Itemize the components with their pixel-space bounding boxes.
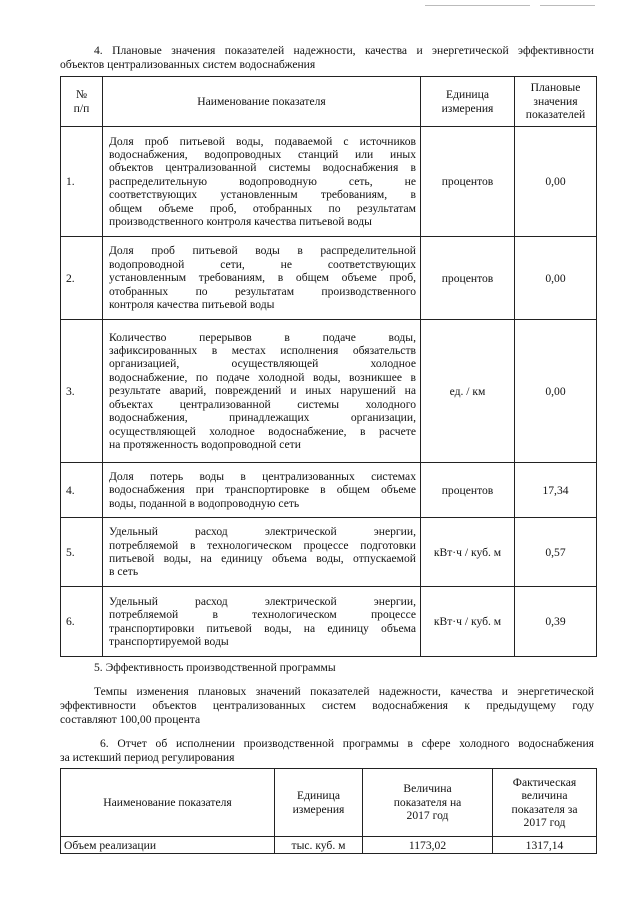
- indicator-description: [103, 463, 421, 518]
- description-line: водоснабжения, принадлежащих организации,: [109, 411, 416, 425]
- description-line: установленным требованиям, в общем объеме проб,: [109, 271, 416, 285]
- description-line: зафиксированных в местах исполнения обязательств: [109, 344, 416, 358]
- header-unit: Единица измерения: [421, 77, 515, 127]
- report-row-fact: 1317,14: [493, 837, 597, 854]
- description-line: водопроводной сети, не соответствующих: [109, 257, 416, 271]
- description-line: Удельный расход электрической энергии,: [109, 594, 416, 608]
- description-line: контроля качества питьевой воды: [109, 298, 275, 312]
- row-number: 3.: [61, 320, 103, 463]
- description-line: объектов централизованной системы водоснабжения в: [109, 161, 416, 175]
- scan-artifact-line: [425, 5, 530, 6]
- description-line: транспортируемой воды: [109, 634, 229, 648]
- indicator-unit: процентов: [421, 237, 515, 320]
- description-line: транспортировки питьевой воды, на единицу объема: [109, 621, 416, 635]
- report-row-name: Объем реализации: [61, 837, 275, 854]
- indicator-description: [103, 127, 421, 237]
- description-line: Доля проб питьевой воды в распределительной: [109, 244, 416, 258]
- indicator-row: [61, 518, 597, 587]
- indicator-unit: кВт·ч / куб. м: [421, 587, 515, 657]
- indicator-value: 0,00: [515, 127, 597, 237]
- report-table-header: [61, 769, 597, 837]
- description-line: объектах централизованной системы холодного: [109, 397, 416, 411]
- indicator-unit: кВт·ч / куб. м: [421, 518, 515, 587]
- row-number: 1.: [61, 127, 103, 237]
- header-num: № п/п: [61, 77, 103, 127]
- description-line: Количество перерывов в подаче воды,: [109, 330, 416, 344]
- description-line: на протяженность водопроводной сети: [109, 437, 301, 451]
- description-line: в сеть: [109, 565, 139, 579]
- row-number: 5.: [61, 518, 103, 587]
- description-line: Удельный расход электрической энергии,: [109, 525, 416, 539]
- report-row-unit: тыс. куб. м: [275, 837, 363, 854]
- section-6-title-line1: 6. Отчет об исполнении производственной программы в сфере холодного водоснабжения: [100, 737, 594, 750]
- description-line: воды, поданной в водопроводную сеть: [109, 496, 300, 510]
- description-line: результате аварий, повреждений и иных нарушений на: [109, 384, 416, 398]
- row-number: 6.: [61, 587, 103, 657]
- description-line: отобранных по результатам производственного: [109, 284, 416, 298]
- description-line: водоснабжения, водопроводных станций или иных: [109, 147, 416, 161]
- description-line: осуществляющей холодное водоснабжение, в расчете: [109, 424, 416, 438]
- header-name: Наименование показателя: [103, 77, 421, 127]
- indicator-value: 17,34: [515, 463, 597, 518]
- indicator-unit: процентов: [421, 127, 515, 237]
- description-line: Доля потерь воды в централизованных системах: [109, 469, 416, 483]
- indicator-value: 0,39: [515, 587, 597, 657]
- report-header-fact: Фактическая величина показателя за 2017 год: [493, 769, 597, 837]
- description-line: соответствующих установленным требованиям, в: [109, 188, 416, 202]
- indicator-row: [61, 320, 597, 463]
- indicator-row: [61, 237, 597, 320]
- report-header-unit: Единица измерения: [275, 769, 363, 837]
- indicator-row: [61, 463, 597, 518]
- section-4-title-line1: 4. Плановые значения показателей надежности, качества и энергетической эффективности: [94, 44, 594, 57]
- description-line: Доля проб питьевой воды, подаваемой с источников: [109, 134, 416, 148]
- description-line: общем объеме проб, отобранных по результатам: [109, 201, 416, 215]
- header-plan: Плановые значения показателей: [515, 77, 597, 127]
- description-line: распределительную водопроводную сеть, не: [109, 174, 416, 188]
- section-5-title: 5. Эффективность производственной программы: [94, 661, 336, 674]
- indicator-row: [61, 587, 597, 657]
- section-5-paragraph-line3: составляют 100,00 процента: [60, 713, 201, 726]
- scan-artifact-line: [540, 5, 595, 6]
- report-table: [60, 768, 597, 854]
- description-line: потребляемой в технологическом процессе подготовки: [109, 538, 416, 552]
- report-row: [61, 837, 597, 854]
- report-row-plan: 1173,02: [363, 837, 493, 854]
- description-line: производственного контроля качества питьевой воды: [109, 215, 372, 229]
- indicator-description: [103, 518, 421, 587]
- description-line: организацией, осуществляющей холодное: [109, 357, 416, 371]
- section-6-title-line2: за истекший период регулирования: [60, 751, 235, 764]
- description-line: питьевой воды, на единицу объема воды, отпускаемой: [109, 552, 416, 565]
- section-4-title-line2: объектов централизованных систем водоснабжения: [60, 58, 316, 71]
- indicators-table: [60, 76, 597, 657]
- indicator-value: 0,57: [515, 518, 597, 587]
- indicator-unit: процентов: [421, 463, 515, 518]
- indicators-table-header: [61, 77, 597, 127]
- indicator-unit: ед. / км: [421, 320, 515, 463]
- description-line: водоснабжения при транспортировке в общем объеме: [109, 483, 416, 497]
- section-5-paragraph-line1: Темпы изменения плановых значений показателей надежности, качества и энергетической: [94, 685, 594, 698]
- indicator-description: [103, 587, 421, 657]
- indicator-description: [103, 237, 421, 320]
- row-number: 2.: [61, 237, 103, 320]
- report-header-plan: Величина показателя на 2017 год: [363, 769, 493, 837]
- indicator-value: 0,00: [515, 320, 597, 463]
- indicator-description: [103, 320, 421, 463]
- description-line: водоснабжение, по подаче холодной воды, возникшее в: [109, 370, 416, 384]
- report-header-name: Наименование показателя: [61, 769, 275, 837]
- row-number: 4.: [61, 463, 103, 518]
- section-5-paragraph-line2: эффективности объектов централизованных систем водоснабжения к предыдущему году: [60, 699, 594, 712]
- indicator-row: [61, 127, 597, 237]
- description-line: потребляемой в технологическом процессе: [109, 608, 416, 622]
- indicator-value: 0,00: [515, 237, 597, 320]
